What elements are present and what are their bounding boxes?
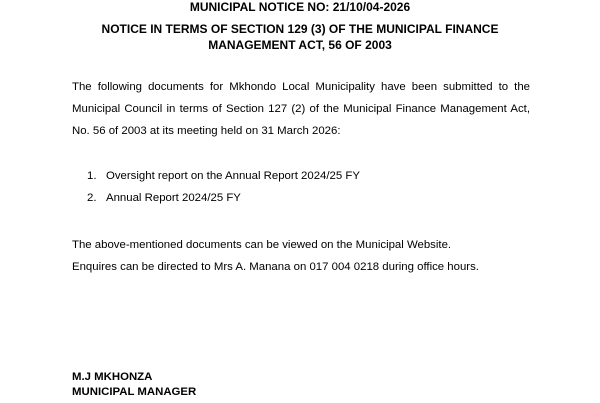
document-list <box>72 165 530 209</box>
notice-number: MUNICIPAL NOTICE NO: 21/10/04-2026 <box>189 0 411 14</box>
notice-heading <box>60 21 540 53</box>
enquiries-statement: Enquires can be directed to Mrs A. Manana on 017 004 0218 during office hours. <box>72 261 479 273</box>
signatory-title: MUNICIPAL MANAGER <box>72 386 197 398</box>
intro-paragraph: The following documents for Mkhondo Local Municipality have been submitted to the Municipal Council in terms of Section 127 (2) of the Municipal Finance Management Act, No. 56 of 2003 at its meeting held on 31 March 2026: <box>72 81 530 137</box>
viewing-statement: The above-mentioned documents can be viewed on the Municipal Website. <box>72 239 452 251</box>
signatory-name: M.J MKHONZA <box>72 371 153 383</box>
list-item <box>72 165 530 187</box>
list-item-number: 1. <box>87 170 97 182</box>
list-item-text: Oversight report on the Annual Report 2024/25 FY <box>106 170 360 182</box>
list-item-number: 2. <box>87 192 97 204</box>
list-item <box>72 187 530 209</box>
notice-heading-line-2: MANAGEMENT ACT, 56 OF 2003 <box>208 38 392 52</box>
list-item-text: Annual Report 2024/25 FY <box>106 192 241 204</box>
notice-heading-line-1: NOTICE IN TERMS OF SECTION 129 (3) OF THE MUNICIPAL FINANCE <box>101 22 499 36</box>
signatory-block <box>72 370 372 400</box>
